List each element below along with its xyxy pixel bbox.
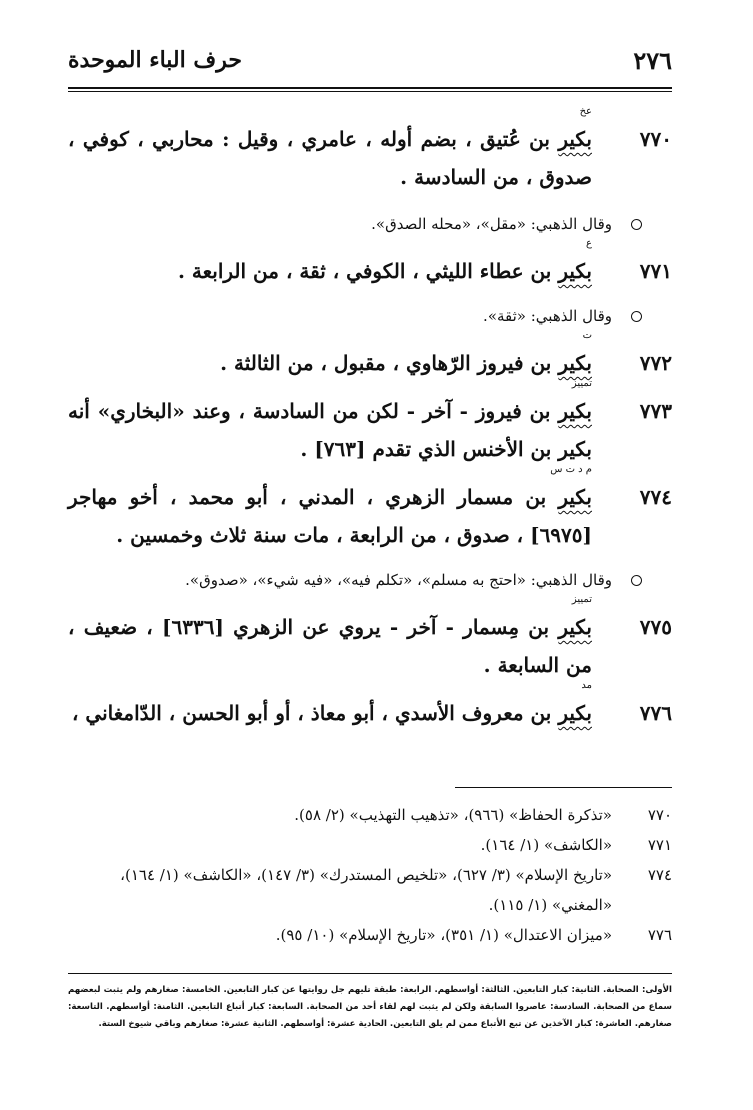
entries-body [68, 104, 672, 732]
circle-bullet-icon [631, 311, 642, 322]
entry-774 [68, 464, 672, 554]
note-text: وقال الذهبي: «احتج به مسلم»، «تكلم فيه»، «فيه شيء»، «صدوق». [185, 571, 612, 589]
entry-symbol: مد [581, 680, 592, 691]
chapter-title: حرف الباء الموحدة [68, 47, 242, 73]
page-number: ٢٧٦ [633, 45, 672, 75]
entry-number: ٧٧٥ [639, 615, 672, 639]
generations-legend: الأولى: الصحابة. الثانية: كبار التابعين. الثالثة: أواسطهم. الرابعة: طبقة تليهم جل روايتها عن كبار التابعين. الخامسة: صغارهم ولم يثبت لبعضهم سماع من الصحابة. السادسة: عاصروا السابقة ولكن لم يثبت لهم لقاء أحد من الصحابة. السابعة: كبار أتباع التابعين. الثامنة: أواسطهم. التاسعة: صغارهم. العاشرة: كبار الآخذين عن تبع الأتباع ممن لم يلق التابعين. الحادية عشرة: أواسطهم. الثانية عشرة: صغارهم وباقي شيوخ الستة. [68, 985, 672, 1029]
footnote [68, 830, 672, 860]
footnote-number: ٧٧٠ [647, 806, 672, 824]
note-text: وقال الذهبي: «ثقة». [483, 307, 612, 325]
footnote-text: «ميزان الاعتدال» (١/ ٣٥١)، «تاريخ الإسلام» (١٠/ ٩٥). [275, 926, 612, 944]
header-double-rule [68, 87, 672, 92]
entry-name: بكير [558, 399, 592, 423]
footnote-number: ٧٧١ [647, 836, 672, 854]
entry-text: بن مسمار الزهري ، المدني ، أبو محمد ، أخو مهاجر [٦٩٧٥] ، صدوق ، من الرابعة ، مات سنة ثلاث وخمسين . [68, 485, 592, 547]
footnote-number: ٧٧٤ [647, 866, 672, 884]
footnote-number: ٧٧٦ [647, 926, 672, 944]
entry-number: ٧٧٦ [639, 701, 672, 725]
entry-text: بن فيروز الرّهاوي ، مقبول ، من الثالثة . [220, 351, 559, 375]
entry-symbol: م د ت س [550, 464, 592, 475]
legend-separator [68, 973, 672, 974]
entry-name: بكير [558, 259, 592, 283]
note-text: وقال الذهبي: «مقل»، «محله الصدق». [371, 215, 612, 233]
entry-symbol: ع [586, 238, 592, 249]
entry-note-774 [68, 566, 672, 594]
entry-771 [68, 238, 672, 290]
entry-name: بكير [558, 615, 592, 639]
entry-770 [68, 106, 672, 196]
entry-number: ٧٧٠ [639, 127, 672, 151]
entry-note-770 [68, 210, 672, 238]
entry-776 [68, 680, 672, 732]
circle-bullet-icon [631, 575, 642, 586]
entry-symbol: عخ [579, 106, 592, 117]
entry-773 [68, 378, 672, 468]
footnote [68, 800, 672, 830]
footnote [68, 860, 672, 920]
entry-name: بكير [558, 701, 592, 725]
footnote-text: «تذكرة الحفاظ» (٩٦٦)، «تذهيب التهذيب» (٢/ ٥٨). [294, 806, 612, 824]
entry-name: بكير [558, 127, 592, 151]
entry-775 [68, 594, 672, 684]
entry-number: ٧٧٤ [639, 485, 672, 509]
entry-text: بن معروف الأسدي ، أبو معاذ ، أو أبو الحسن ، الدّامغاني ، [72, 701, 559, 725]
entry-number: ٧٧١ [639, 259, 672, 283]
entry-text: بن عطاء الليثي ، الكوفي ، ثقة ، من الرابعة . [177, 259, 559, 283]
entry-text: بن فيروز - آخر - لكن من السادسة ، وعند «البخاري» أنه بكير بن الأخنس الذي تقدم [٧٦٣] . [68, 399, 592, 461]
entry-text: بن عُتيق ، بضم أوله ، عامري ، وقيل : محاربي ، كوفي ، صدوق ، من السادسة . [68, 127, 592, 189]
circle-bullet-icon [631, 219, 642, 230]
footnote [68, 920, 672, 950]
entry-number: ٧٧٣ [639, 399, 672, 423]
footnote-text: «الكاشف» (١/ ١٦٤). [480, 836, 612, 854]
entry-name: بكير [558, 351, 592, 375]
page-header [68, 40, 672, 80]
entry-name: بكير [558, 485, 592, 509]
footnote-text: «تاريخ الإسلام» (٣/ ٦٢٧)، «تلخيص المستدرك» (٣/ ١٤٧)، «الكاشف» (١/ ١٦٤)، «المغني» (١/ ١١٥). [120, 866, 612, 914]
entry-symbol: تمييز [571, 594, 592, 605]
footnote-separator [455, 787, 672, 788]
entry-note-771 [68, 302, 672, 330]
entry-772 [68, 330, 672, 382]
footnotes [68, 800, 672, 950]
entry-symbol: ت [582, 330, 592, 341]
entry-number: ٧٧٢ [639, 351, 672, 375]
entry-symbol: تمييز [571, 378, 592, 389]
entry-text: بن مِسمار - آخر - يروي عن الزهري [٦٣٣٦] ، ضعيف ، من السابعة . [68, 615, 592, 677]
